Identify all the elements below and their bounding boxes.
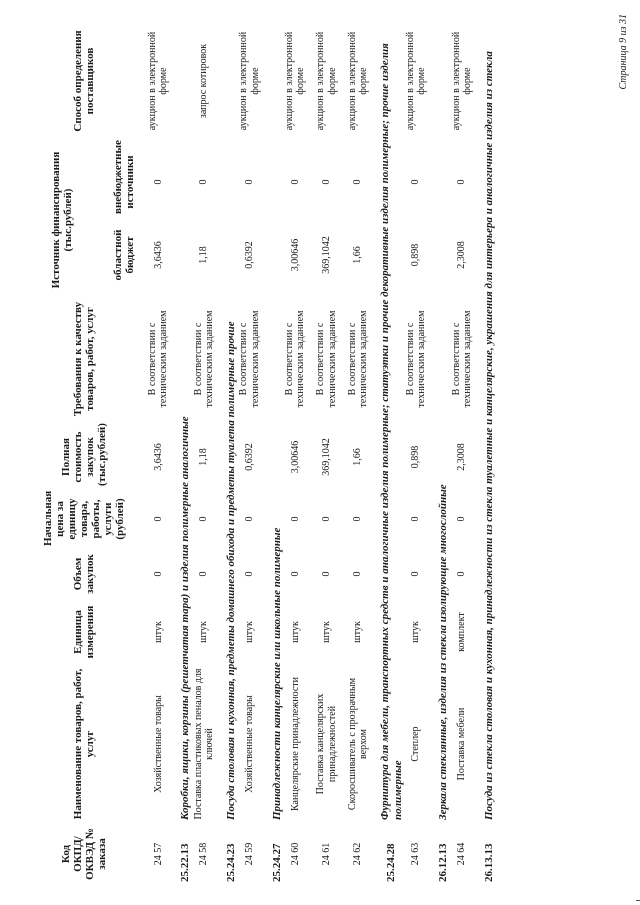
row-method: аукцион в электронной форме — [284, 31, 307, 131]
row-total: 3,6436 — [152, 443, 164, 471]
section-code: 25.24.27 — [270, 843, 283, 882]
row-code: 24 59 — [243, 842, 255, 866]
row-funding-external: 0 — [198, 179, 210, 185]
row-funding-regional: 369,1042 — [321, 236, 333, 274]
row-name: Степлер — [410, 726, 422, 762]
row-volume: 0 — [198, 571, 210, 577]
section-row — [177, 15, 191, 885]
row-volume: 0 — [456, 571, 468, 577]
row-funding-regional: 3,00646 — [289, 238, 301, 272]
row-code: 24 63 — [410, 842, 422, 866]
header-method: Способ определения поставщиков — [71, 30, 96, 132]
table-row — [192, 15, 223, 885]
table-row — [237, 15, 268, 885]
row-name: Скоросшиватель с прозрачным верхом — [346, 677, 369, 811]
row-unit: штук — [410, 621, 422, 643]
row-code: 24 64 — [456, 842, 468, 866]
row-total: 0,6392 — [243, 443, 255, 471]
row-method: запрос котировок — [198, 43, 210, 119]
section-row — [377, 15, 404, 885]
section-title: Фурнитура для мебели, транспортных средств и аналогичные изделия полимерные; статуэтки и прочие декоративные изделия полимерные; прочие изделия полимерные — [379, 43, 404, 820]
row-method: аукцион в электронной форме — [346, 31, 369, 131]
row-requirements: В соответствии с техническим заданием — [315, 310, 338, 408]
table-row — [146, 15, 177, 885]
row-funding-external: 0 — [410, 179, 422, 185]
row-funding-external: 0 — [243, 179, 255, 185]
header-funding-external: внебюджетные источники — [111, 140, 136, 214]
row-code: 24 57 — [152, 842, 164, 866]
row-unit: комплект — [456, 612, 468, 652]
procurement-table — [22, 15, 495, 885]
row-unit: штук — [198, 621, 210, 643]
section-code: 26.13.13 — [482, 843, 495, 882]
header-name: Наименование товаров, работ, услуг — [71, 668, 96, 820]
row-total: 369,1042 — [321, 438, 333, 476]
row-requirements: В соответствии с техническим заданием — [450, 310, 473, 408]
section-row — [269, 15, 283, 885]
row-total: 1,18 — [198, 448, 210, 466]
row-price: 0 — [243, 516, 255, 522]
row-volume: 0 — [152, 571, 164, 577]
row-funding-external: 0 — [456, 179, 468, 185]
row-unit: штук — [321, 621, 333, 643]
row-funding-regional: 0,6392 — [243, 241, 255, 269]
section-code: 25.22.13 — [179, 843, 192, 882]
row-price: 0 — [321, 516, 333, 522]
table-row — [346, 15, 377, 885]
row-total: 0,898 — [410, 445, 422, 469]
row-funding-regional: 1,66 — [352, 246, 364, 264]
edge-mark — [636, 900, 640, 901]
table-row — [283, 15, 314, 885]
section-title: Посуда из стекла столовая и кухонная, принадлежности из стекла туалетные и канцелярские, украшения для интерьера и аналогичные изделия из стекла — [482, 51, 495, 820]
row-funding-regional: 1,18 — [198, 246, 210, 264]
row-method: аукцион в электронной форме — [450, 31, 473, 131]
row-code: 24 61 — [321, 842, 333, 866]
header-funding-regional: областной бюджет — [111, 229, 136, 281]
header-unit: Единица измерения — [71, 605, 96, 659]
row-requirements: В соответствии с техническим заданием — [284, 310, 307, 408]
row-method: аукцион в электронной форме — [147, 31, 170, 131]
row-volume: 0 — [289, 571, 301, 577]
row-code: 24 58 — [198, 842, 210, 866]
row-funding-regional: 0,898 — [410, 243, 422, 267]
section-code: 25.24.28 — [385, 843, 398, 882]
section-row — [435, 15, 449, 885]
section-title: Посуда столовая и кухонная, предметы домашнего обихода и предметы туалета полимерные прочие — [225, 321, 238, 820]
header-total: Полная стоимость закупок (тыс.рублей) — [59, 423, 109, 486]
row-funding-external: 0 — [321, 179, 333, 185]
header-volume: Объем закупок — [71, 554, 96, 594]
row-requirements: В соответствии с техническим заданием — [192, 310, 215, 408]
row-funding-external: 0 — [289, 179, 301, 185]
row-code: 24 62 — [352, 842, 364, 866]
row-name: Поставка пластиковых пеналов для ключей — [192, 668, 215, 820]
section-title: Принадлежности канцелярские или школьные полимерные — [270, 527, 283, 820]
row-name: Канцелярские принадлежности — [289, 677, 301, 811]
row-unit: штук — [243, 621, 255, 643]
row-volume: 0 — [410, 571, 422, 577]
row-price: 0 — [410, 516, 422, 522]
section-row — [481, 15, 495, 885]
section-code: 25.24.23 — [225, 843, 238, 882]
table-row — [404, 15, 435, 885]
row-method: аукцион в электронной форме — [238, 31, 261, 131]
row-volume: 0 — [321, 571, 333, 577]
section-row — [223, 15, 237, 885]
table-row — [314, 15, 345, 885]
row-unit: штук — [352, 621, 364, 643]
row-requirements: В соответствии с техническим заданием — [238, 310, 261, 408]
row-name: Поставка мебели — [456, 707, 468, 781]
row-price: 0 — [352, 516, 364, 522]
row-funding-regional: 3,6436 — [152, 241, 164, 269]
row-method: аукцион в электронной форме — [315, 31, 338, 131]
row-total: 1,66 — [352, 448, 364, 466]
row-code: 24 60 — [289, 842, 301, 866]
section-title: Коробки, ящики, корзины (решетчатая тара) и изделия полимерные аналогичные — [179, 416, 192, 820]
row-total: 2,3008 — [456, 443, 468, 471]
row-unit: штук — [152, 621, 164, 643]
section-title: Зеркала стеклянные, изделия из стекла изолирующие многослойные — [437, 484, 450, 820]
row-volume: 0 — [243, 571, 255, 577]
page-number: Страница 9 из 31 — [618, 14, 629, 90]
row-method: аукцион в электронной форме — [404, 31, 427, 131]
table-body — [146, 15, 495, 885]
row-name: Хозяйственные товары — [152, 695, 164, 793]
header-requirements: Требования к качеству товаров, работ, услуг — [71, 301, 96, 417]
row-volume: 0 — [352, 571, 364, 577]
row-price: 0 — [198, 516, 210, 522]
row-unit: штук — [289, 621, 301, 643]
row-funding-regional: 2,3008 — [456, 241, 468, 269]
row-price: 0 — [456, 516, 468, 522]
row-requirements: В соответствии с техническим заданием — [404, 310, 427, 408]
row-total: 3,00646 — [289, 440, 301, 474]
row-name: Хозяйственные товары — [243, 695, 255, 793]
row-requirements: В соответствии с техническим заданием — [346, 310, 369, 408]
row-price: 0 — [289, 516, 301, 522]
row-requirements: В соответствии с техническим заданием — [147, 310, 170, 408]
row-name: Поставка канцелярских принадлежностей — [315, 693, 338, 795]
section-code: 26.12.13 — [437, 843, 450, 882]
row-price: 0 — [152, 516, 164, 522]
header-code: Код ОКПД/ ОКВЭД № заказа — [59, 828, 109, 880]
row-funding-external: 0 — [352, 179, 364, 185]
header-funding: Источник финансирования (тыс.рублей) — [49, 151, 74, 289]
row-funding-external: 0 — [152, 179, 164, 185]
table-row — [450, 15, 481, 885]
header-price: Начальная цена за единицу товара, работы, услуги (рублей) — [41, 490, 127, 546]
